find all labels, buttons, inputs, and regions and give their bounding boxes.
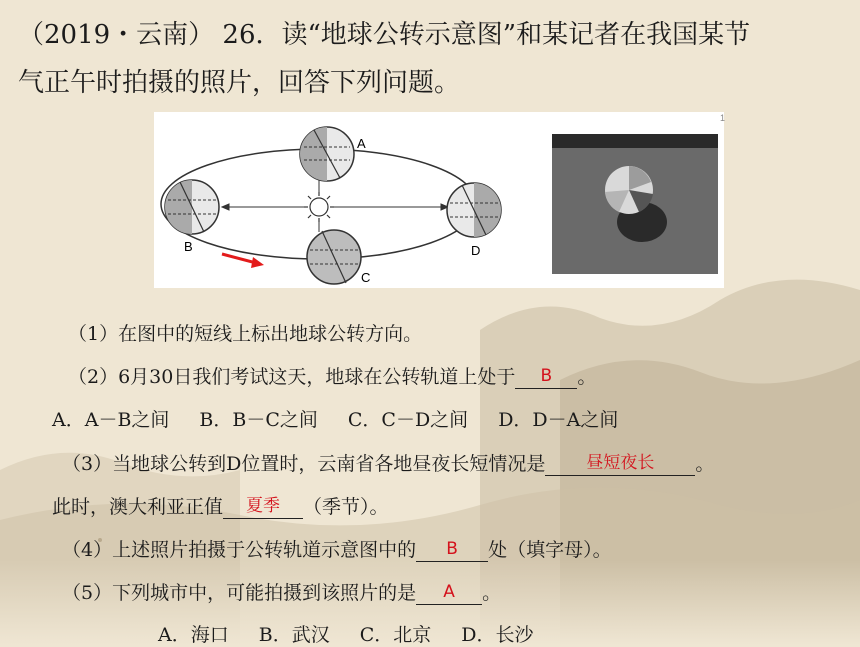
question-title-line2: 气正午时拍摄的照片，回答下列问题。 [18, 68, 461, 98]
figure-panel [154, 112, 724, 288]
answer-4: B [446, 539, 458, 559]
question-1: （1）在图中的短线上标出地球公转方向。 [68, 323, 423, 345]
label-a: A [357, 136, 366, 151]
question-2-options [52, 405, 618, 432]
question-5-suffix: 。 [482, 582, 502, 604]
answer-blank-3[interactable] [545, 451, 695, 476]
earth-position-a [300, 127, 354, 181]
orbit-direction-arrow-icon [222, 254, 264, 268]
answer-blank-4[interactable] [416, 537, 488, 562]
question-3 [62, 449, 714, 476]
question-3-suffix: 。 [695, 453, 715, 475]
corner-mark: 1 [720, 113, 726, 123]
option-2a: A．A－B之间 [52, 409, 170, 431]
answer-3: 昼短夜长 [586, 453, 655, 473]
question-3-prefix: （3）当地球公转到D位置时，云南省各地昼夜长短情况是 [62, 453, 546, 475]
question-2-prefix: （2）6月30日我们考试这天，地球在公转轨道上处于 [68, 366, 516, 388]
label-d: D [471, 243, 481, 258]
option-5c: C．北京 [359, 624, 432, 646]
question-title-line1: （2019・云南） 26．读“地球公转示意图”和某记者在我国某节 [18, 20, 751, 50]
question-3b-suffix: （季节）。 [303, 496, 389, 518]
option-2c: C．C－D之间 [347, 409, 469, 431]
option-5a: A．海口 [158, 624, 229, 646]
question-4-prefix: （4）上述照片拍摄于公转轨道示意图中的 [62, 539, 417, 561]
answer-blank-3b[interactable] [223, 494, 303, 519]
answer-blank-5[interactable] [416, 580, 482, 605]
label-b: B [184, 239, 193, 254]
label-c: C [361, 270, 371, 285]
question-4 [62, 535, 612, 562]
question-4-suffix: 处（填字母）。 [488, 539, 612, 561]
question-3b-prefix: 此时，澳大利亚正值 [52, 496, 224, 518]
question-3b [52, 492, 389, 519]
earth-position-b [165, 180, 219, 234]
sun-icon [304, 192, 334, 222]
answer-2: B [540, 366, 553, 386]
answer-blank-2[interactable] [515, 364, 577, 389]
earth-position-d [447, 183, 501, 237]
option-5d: D．长沙 [461, 624, 534, 646]
question-5-prefix: （5）下列城市中，可能拍摄到该照片的是 [62, 582, 417, 604]
option-2b: B．B－C之间 [199, 409, 318, 431]
noon-photo [552, 134, 718, 274]
question-2 [68, 362, 596, 389]
answer-5: A [443, 582, 455, 602]
earth-position-c [307, 230, 361, 284]
answer-3b: 夏季 [246, 496, 281, 516]
option-2d: D．D－A之间 [498, 409, 619, 431]
option-5b: B．武汉 [258, 624, 330, 646]
orbit-diagram [154, 112, 724, 288]
question-5-options [158, 620, 533, 647]
question-5 [62, 578, 501, 605]
question-2-suffix: 。 [577, 366, 597, 388]
